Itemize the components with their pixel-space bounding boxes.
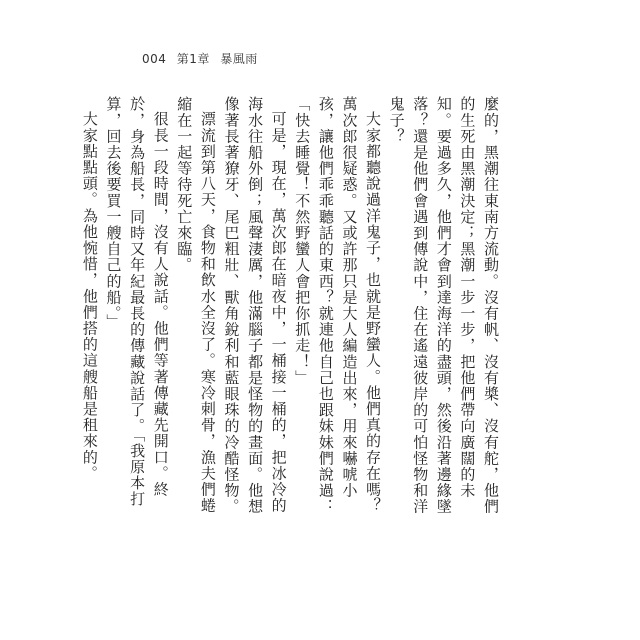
paragraph-6: 大家點點頭。為他惋惜，他們搭的這艘船是租來的。 <box>80 111 99 482</box>
vertical-body-text <box>80 96 502 526</box>
chapter-title: 暴風雨 <box>220 52 258 66</box>
running-header <box>142 50 264 67</box>
chapter-label: 第1章 <box>176 52 210 66</box>
paragraph-4: 漂流到第八天，食物和飲水全沒了。寒冷刺骨，漁夫們蜷縮在一起等待死亡來臨。 <box>175 96 217 514</box>
paragraph-5: 很長一段時間，沒有人說話。他們等著傳藏先開口。終於，身為船長，同時又年紀最長的傳藏說話了。「我原本打算，回去後要買一艘自己的船。」 <box>104 96 170 508</box>
paragraph-3: 可是，現在，萬次郎在暗夜中，一桶接一桶的，把冰冷的海水往船外倒；風聲淒厲，他滿腦子都是怪物的畫面。他想像著長著獠牙、尾巴粗壯、獸角銳利和藍眼珠的冷酷怪物。 <box>222 96 288 515</box>
paragraph-2: 大家都聽說過洋鬼子，也就是野蠻人。他們真的存在嗎？萬次郎很疑惑。又或許那只是大人編造出來，用來嚇唬小孩，讓他們乖乖聽話的東西？就連他自己也跟妹妹們說過：「快去睡覺！不然野蠻人會把你抓走！」 <box>293 96 383 515</box>
paragraph-1: 麼的，黑潮往東南方流動。沒有帆、沒有槳、沒有舵，他們的生死由黑潮決定；黑潮一步一步，把他們帶向廣闊的未知。要過多久，他們才會到達海洋的盡頭，然後沿著邊緣墜落？還是他們會遇到傳說中，住在遙遠彼岸的可怕怪物和洋鬼子？ <box>387 96 500 515</box>
page-number: 004 <box>142 52 167 66</box>
